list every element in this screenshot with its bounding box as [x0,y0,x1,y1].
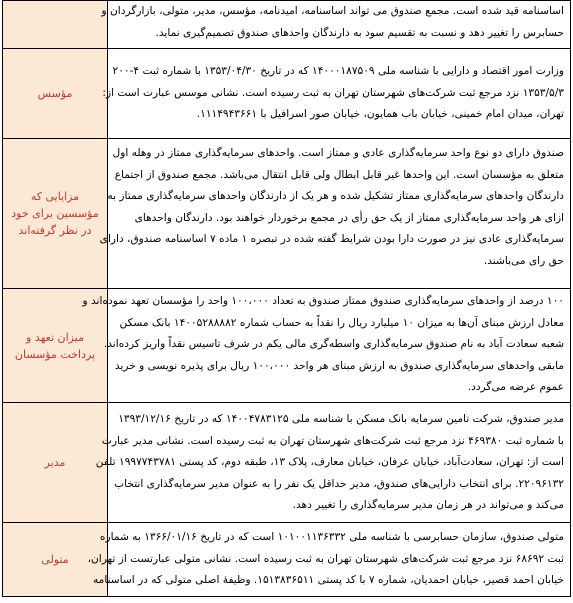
text-line: می‌کند و می‌تواند در هر زمان مدیر سرمایه‌گذاری را تغییر دهد. [292,499,564,512]
table-row-founder-benefits [3,139,571,289]
text-line: وزارت امور اقتصاد و دارایی با شناسه ملی ۱۴۰۰۰۱۸۷۵۰۹ که در تاریخ ۱۳۵۳/۰۴/۳۰ با شماره ثبت ۴-۲۰۰ [112,65,564,77]
table-cell-text [99,139,571,289]
text-line: است از: تهران، سعادت‌آباد، خیابان عرفان، خیابان معارف، پلاک ۱۳، طبقه دوم، کد پستی ۱۹۹۷۷۴۳۷۸۱ تلفن [95,456,564,469]
text-line: صندوق دارای دو نوع واحد سرمایه‌گذاری عادی و ممتاز است. واحدهای سرمایه‌گذاری ممتاز در وهله اول [112,147,564,159]
fund-info-table [2,0,571,597]
text-line: متولی صندوق، سازمان حسابرسی با شناسه ملی ۱۰۱۰۰۱۱۳۶۳۳۲ است که در تاریخ ۱۳۶۶/۰۱/۱۶ به شماره [99,531,564,543]
text-line: حسابرس را تغییر دهد و نسبت به تقسیم سود به دارندگان واحدهای صندوق تصمیم‌گیری نماید. [155,26,564,39]
text-line: مابقی واحدهای سرمایه‌گذاری صندوق به ارزش مبنای هر واحد ۱۰۰،۰۰۰ ریال برای پذیره نویسی و خرید [114,359,564,372]
table-row-founder [3,49,571,139]
text-line: مدیر صندوق، شرکت تامین سرمایه بانک مسکن با شناسه ملی ۱۴۰۰۴۷۸۳۱۲۵ که در تاریخ ۱۳۹۳/۱۲/۱۶ [118,413,564,425]
text-line: شعبه سعادت آباد به نام صندوق سرمایه‌گذاری واسطه‌گری مالی یکم در شرف تاسیس نقداً واریز کرده‌اند. [103,338,564,351]
table-cell-text [95,403,571,523]
text-line: سرمایه‌گذاری عادی نیز در صورت دارا بودن شرایط گفته شده در تبصره ۱ ماده ۷ اساسنامه صندوق، دارای [99,233,564,246]
text-line: دارندگان واحدهای سرمایه‌گذاری ممتاز تشکیل شده و هر یک از دارندگان واحدهای سرمایه‌گذاری ممتاز به [107,190,564,203]
text-line: تهران، میدان امام خمینی، خیابان باب همایون، خیابان صور اسرافیل با ۱۱۱۴۹۴۳۶۶۱. [196,108,564,121]
table-row-manager [3,403,571,523]
text-line: حق رای می‌باشند. [483,254,564,267]
text-line: اساسنامه قید شده است. مجمع صندوق می تواند اساسنامه، امیدنامه، مؤسس، مدیر، متولی، بازارگردان و [101,5,564,17]
table-cell-label: مزایایی که مؤسسین برای خود در نظر گرفته‌اند [3,139,108,289]
table-cell-label: مدیر [3,403,108,523]
table-row-founder-commitment [3,289,571,403]
text-line: ۱۰۰ درصد از واحدهای سرمایه‌گذاری صندوق ممتاز صندوق به تعداد ۱۰۰،۰۰۰ واحد را مؤسسان تعهد نموده‌اند و [82,295,564,307]
table-row-custodian [3,523,571,597]
text-line: ثبت ۶۸۶۹۲ نزد مرجع ثبت شرکت‌های شهرستان تهران به ثبت رسیده است. نشانی متولی عبارتست از تهران، [87,552,564,565]
text-line: عموم عرضه می‌گردد. [467,381,564,394]
text-line: با شماره ثبت ۴۶۹۳۸۰ نزد مرجع ثبت شرکت‌های شهرستان تهران به ثبت رسیده است. نشانی مدیر عبارت [101,434,564,447]
text-line: ازای هر واحد سرمایه‌گذاری ممتاز از یک حق رأی در مجمع برخوردار خواهند بود. دارندگان واحدهای [134,211,564,224]
table-cell-text [87,523,571,597]
text-line: متعلق به مؤسسان است. این واحدها غیر قابل ابطال ولی قابل انتقال می‌باشد. مجمع صندوق از اجتماع [114,168,564,181]
table-cell-text [102,49,571,139]
text-line: ۲۲۰۹۶۱۳۲. برای انتخاب دارایی‌های صندوق، مدیر حداقل یک نفر را به عنوان مدیر سرمایه‌گذاری انتخاب [114,477,564,490]
table-cell-label: مؤسس [3,49,108,139]
table-cell-label: متولی [3,523,108,597]
table-cell-text [101,1,571,49]
text-line: معادل ارزش مبنای آن‌ها به میزان ۱۰ میلیارد ریال را نقداً به حساب شماره ۱۴۰۰۵۲۸۸۸۸۲ بانک مسکن [119,316,564,329]
text-line: خیابان احمد قصیر، خیابان احمدیان، شماره ۷ با کد پستی ۱۵۱۳۸۳۶۵۱۱. وظیفهٔ اصلی متولی که در اساسنامه [93,574,564,587]
table-cell-label: میزان تعهد و پرداخت مؤسسان [3,289,108,403]
text-line: ۱۳۵۳/۵/۳ نزد مرجع ثبت شرکت‌های شهرستان تهران به ثبت رسیده است. نشانی موسس عبارت است از: [102,86,564,99]
table-row-intro [3,1,571,49]
table-cell-text [82,289,571,403]
table-cell-label [3,1,108,49]
